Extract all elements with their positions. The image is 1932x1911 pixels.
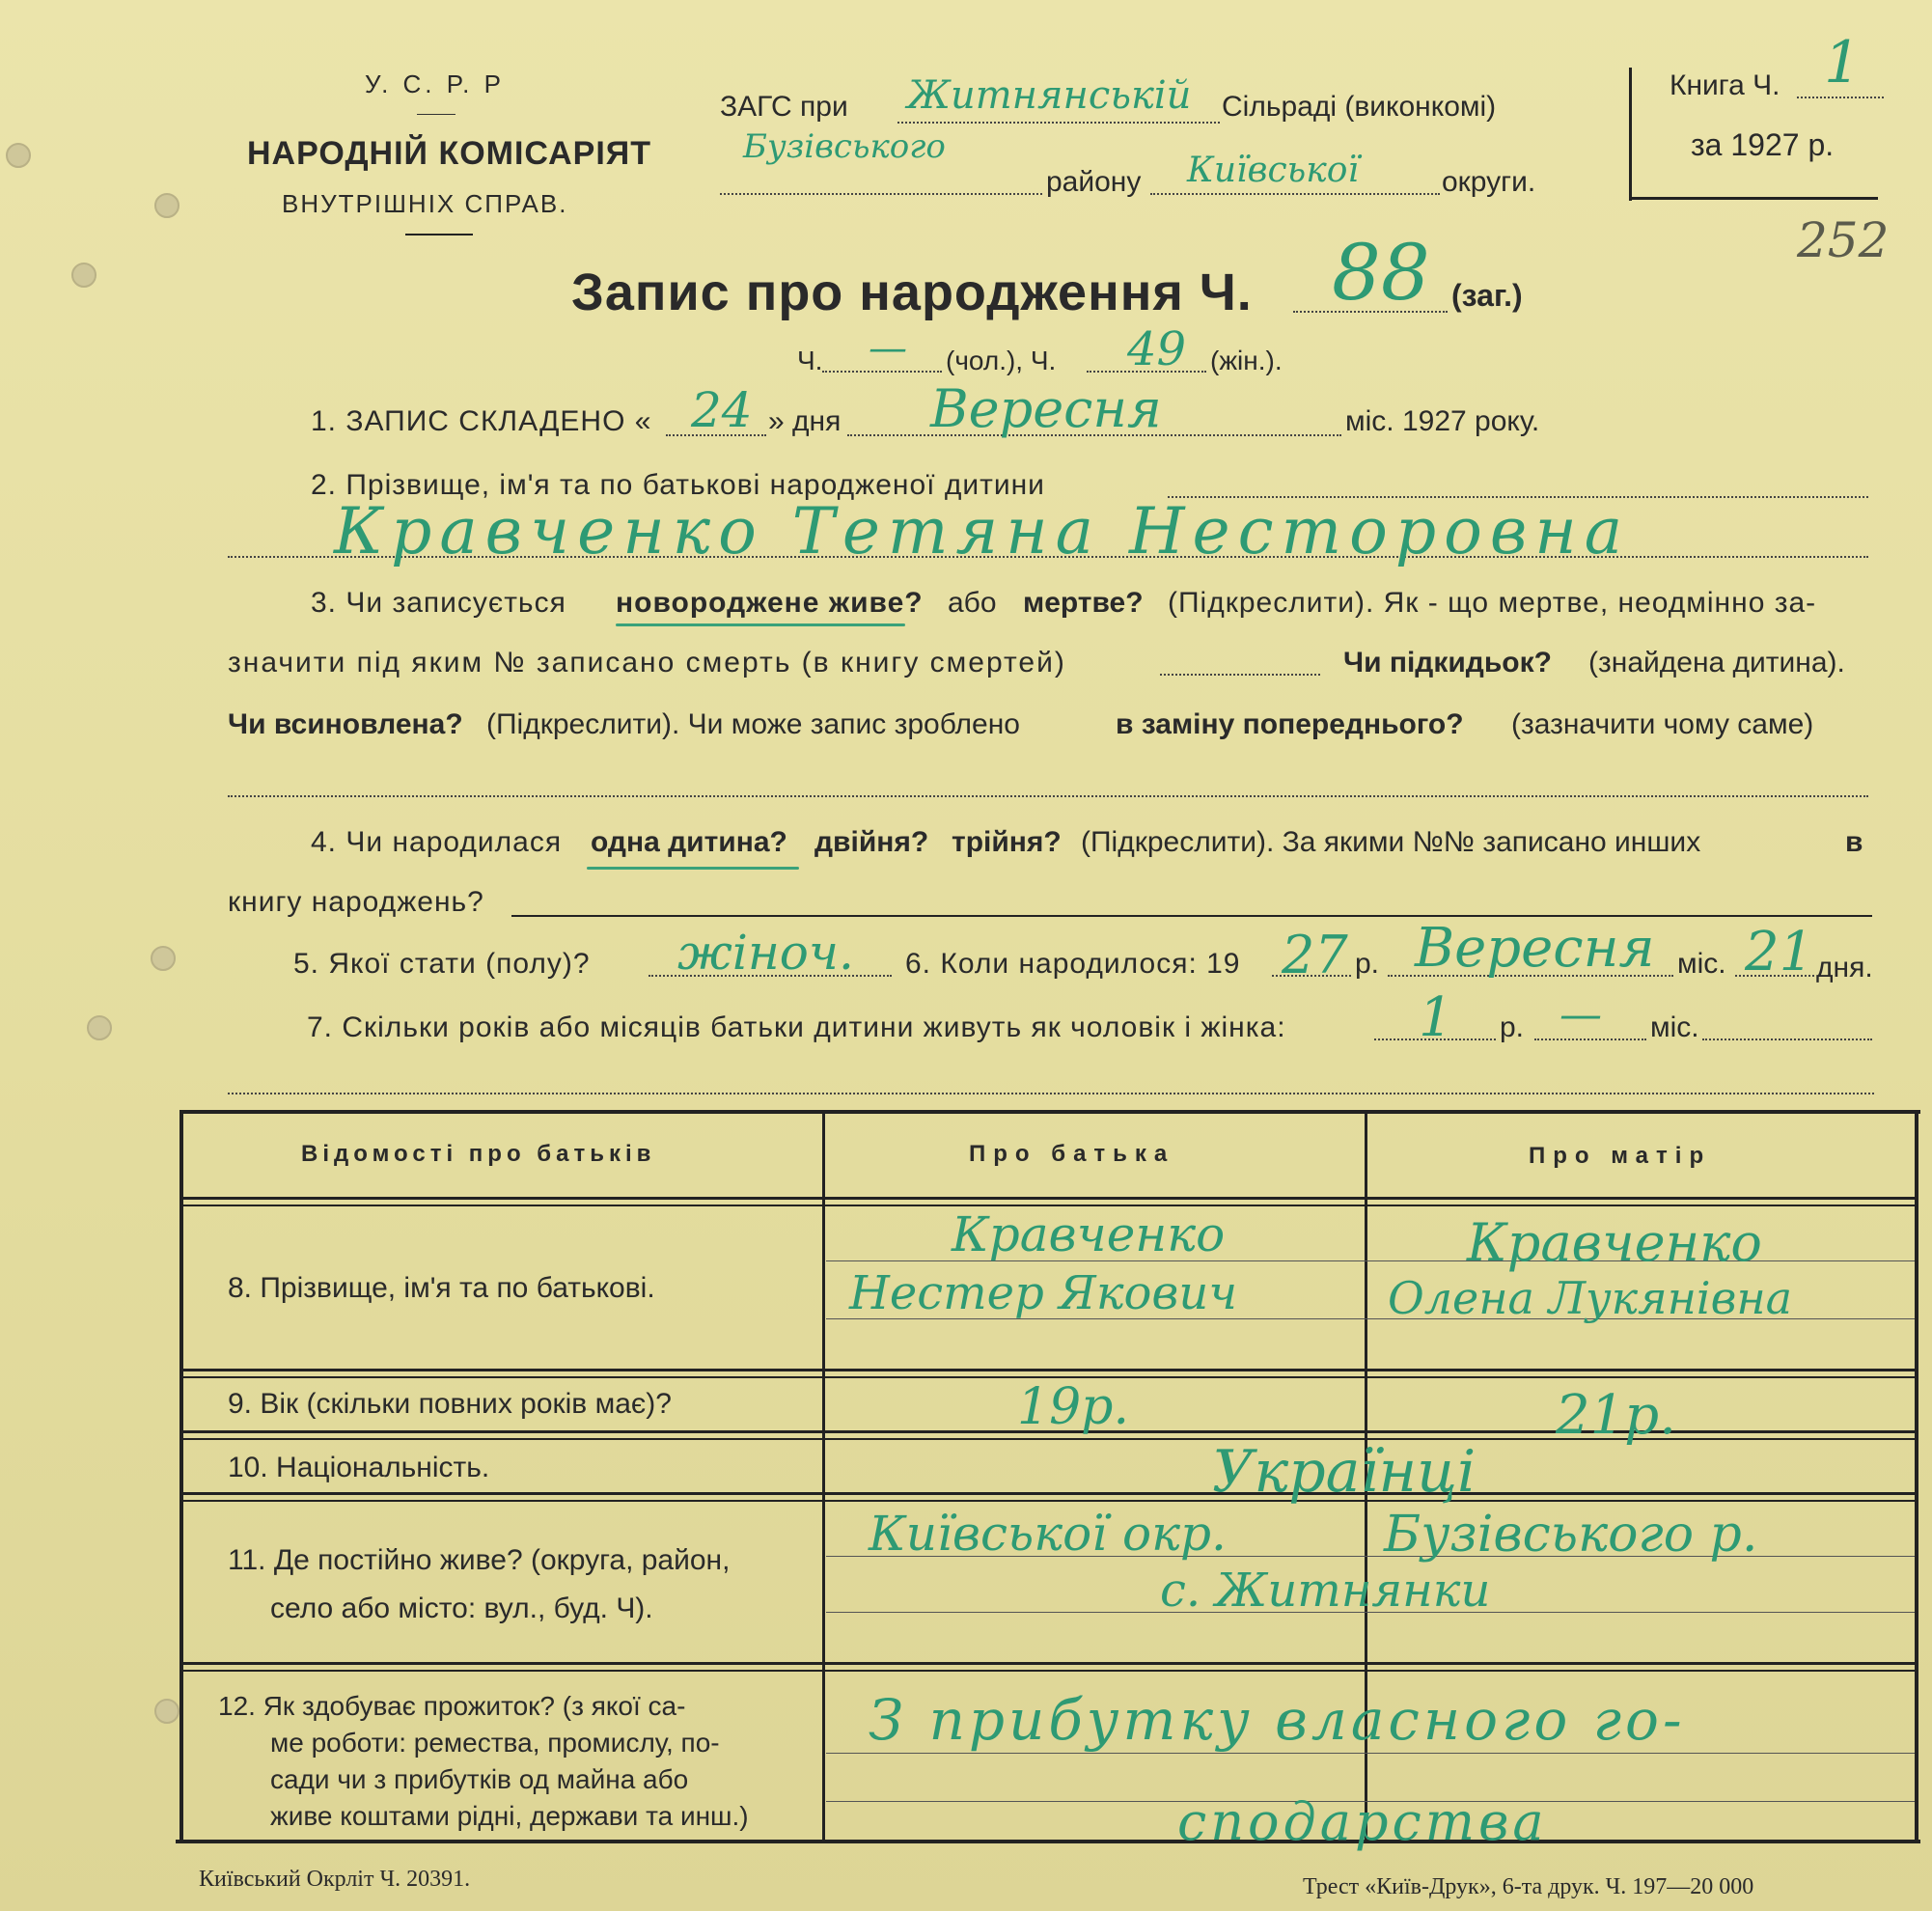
- header-ussr: У. С. Р. Р: [365, 69, 505, 98]
- field3-line3d: (зазначити чому саме): [1511, 708, 1814, 740]
- field7-months-hand: —: [1559, 990, 1602, 1039]
- field4-single: одна дитина?: [591, 826, 787, 858]
- answer-line: [511, 915, 1872, 917]
- field6-month-hand: Вересня: [1415, 917, 1655, 980]
- table-header-father: Про батька: [969, 1141, 1175, 1167]
- field7-mis: міс.: [1650, 1011, 1699, 1043]
- male-label: (чол.), Ч.: [946, 346, 1057, 375]
- field6-r: р.: [1355, 948, 1380, 980]
- field6-year-hand: 27: [1282, 925, 1348, 985]
- dotted-line: [1702, 1039, 1872, 1040]
- table-divider: [179, 1369, 1917, 1371]
- underline-mark: [587, 867, 799, 870]
- field3-line3b: (Підкреслити). Чи може запис зроблено: [486, 708, 1020, 740]
- table-border: [1915, 1110, 1918, 1840]
- row11-father-okruha: Київської окр.: [869, 1506, 1227, 1562]
- field1-mid: » дня: [768, 405, 842, 437]
- punch-hole: [71, 263, 97, 288]
- dotted-line: [822, 371, 942, 373]
- field2-label: 2. Прізвище, ім'я та по батькові народженої дитини: [311, 469, 1045, 501]
- field7-years-hand: 1: [1419, 986, 1453, 1049]
- field6-label: 6. Коли народилося: 19: [905, 948, 1241, 980]
- rayon-hand: Бузівського: [743, 127, 946, 166]
- row12-livelihood-2: сподарства: [1177, 1791, 1548, 1852]
- row11-label-1: 11. Де постійно живе? (округа, район,: [228, 1544, 731, 1576]
- field3-alive: новороджене живе?: [616, 587, 924, 619]
- field4-a: 4. Чи народилася: [311, 826, 563, 858]
- table-border: [179, 1110, 183, 1840]
- field1-prefix: 1. ЗАПИС СКЛАДЕНО «: [311, 405, 652, 437]
- okruha-hand: Київської: [1187, 151, 1359, 190]
- row10-label: 10. Національність.: [228, 1452, 490, 1483]
- table-divider: [179, 1500, 1917, 1502]
- row11-label-2: село або місто: вул., буд. Ч).: [270, 1592, 653, 1624]
- row12-label-3: сади чи з прибутків од майна або: [270, 1764, 689, 1794]
- field7-r: р.: [1500, 1011, 1525, 1043]
- row8-mother-surname: Кравченко: [1467, 1212, 1762, 1273]
- footer-right: Трест «Київ-Друк», 6-та друк. Ч. 197—20 000: [1303, 1874, 1754, 1899]
- row9-father-age: 19р.: [1017, 1378, 1129, 1436]
- divider: [417, 114, 455, 115]
- divider: [405, 234, 473, 235]
- field3-c: або: [948, 587, 997, 619]
- row11-father-village: с. Житнянки: [1160, 1564, 1491, 1618]
- rayon-label: району: [1046, 166, 1142, 198]
- field3-a: 3. Чи записується: [311, 587, 566, 619]
- table-header-mother: Про матір: [1529, 1143, 1712, 1169]
- zags-prefix: ЗАГС при: [720, 91, 848, 123]
- corner-number: 252: [1797, 212, 1890, 268]
- female-label: (жін.).: [1210, 346, 1283, 375]
- row12-label-4: живе коштами рідні, держави та инш.): [270, 1801, 749, 1831]
- header-org: НАРОДНІЙ КОМІСАРІЯТ: [247, 135, 651, 172]
- okruha-label: округи.: [1442, 166, 1536, 198]
- table-divider: [179, 1662, 1917, 1665]
- footer-left: Київський Окрліт Ч. 20391.: [199, 1867, 471, 1892]
- field4-line2: книгу народжень?: [228, 886, 484, 918]
- table-border: [176, 1840, 1920, 1843]
- row10-nationality: Українці: [1212, 1438, 1477, 1506]
- row9-label: 9. Вік (скільки повних років має)?: [228, 1388, 672, 1420]
- field3-replacement: в заміну попереднього?: [1116, 708, 1464, 740]
- row8-father-surname: Кравченко: [952, 1206, 1226, 1262]
- table-header-info: Відомості про батьків: [301, 1141, 656, 1167]
- field3-adopted: Чи всиновлена?: [228, 708, 463, 740]
- field4-e: (Підкреслити). За якими №№ записано инших: [1081, 826, 1701, 858]
- field6-dnia: дня.: [1816, 952, 1873, 983]
- field1-month-hand: Вересня: [930, 378, 1162, 439]
- field4-triplets: трійня?: [952, 826, 1062, 858]
- field3-e: (Підкреслити). Як - що мертве, неодмінно за-: [1168, 587, 1817, 619]
- book-box-border: [1629, 197, 1878, 200]
- row8-father-name: Нестер Якович: [849, 1266, 1238, 1320]
- field1-suffix: міс. 1927 року.: [1345, 405, 1540, 437]
- table-inner-line: [826, 1753, 1915, 1754]
- field7-label: 7. Скільки років або місяців батьки дитини живуть як чоловік і жінка:: [307, 1011, 1286, 1043]
- zags-suffix: Сільраді (виконкомі): [1222, 91, 1497, 123]
- row12-livelihood-1: З прибутку власного го-: [869, 1687, 1686, 1753]
- dotted-line: [1150, 193, 1440, 195]
- record-title: Запис про народження Ч.: [571, 263, 1253, 321]
- field6-day-hand: 21: [1745, 921, 1814, 983]
- field3-line2a: значити під яким № записано смерть (в книгу смертей): [228, 647, 1066, 679]
- field1-day-hand: 24: [691, 382, 753, 438]
- header-sub: ВНУТРІШНІХ СПРАВ.: [282, 189, 568, 218]
- female-hand: 49: [1127, 322, 1187, 376]
- male-hand: —: [869, 326, 907, 371]
- field4-f: в: [1845, 826, 1863, 858]
- dotted-line: [228, 795, 1868, 797]
- dotted-line: [720, 193, 1042, 195]
- field5-label: 5. Якої стати (полу)?: [293, 948, 591, 980]
- book-hand: 1: [1824, 29, 1862, 97]
- record-number-hand: 88: [1332, 228, 1430, 318]
- punch-hole: [154, 193, 179, 218]
- row8-mother-name: Олена Лукянівна: [1388, 1272, 1793, 1324]
- field3-dead: мертве?: [1023, 587, 1144, 619]
- punch-hole: [6, 143, 31, 168]
- row8-label: 8. Прізвище, ім'я та по батькові.: [228, 1272, 655, 1304]
- table-border: [179, 1110, 1920, 1114]
- underline-mark: [616, 623, 905, 626]
- row11-mother-rayon: Бузівського р.: [1384, 1506, 1758, 1564]
- dotted-line: [897, 122, 1220, 124]
- field6-mis: міс.: [1677, 948, 1726, 980]
- record-suffix: (заг.): [1451, 278, 1523, 313]
- book-label: Книга Ч.: [1670, 69, 1780, 101]
- dotted-line: [228, 1093, 1874, 1094]
- field5-hand: жіноч.: [677, 925, 854, 981]
- punch-hole: [87, 1015, 112, 1040]
- row12-label-1: 12. Як здобуває прожиток? (з якої са-: [218, 1691, 686, 1721]
- row12-label-2: ме роботи: ремества, промислу, по-: [270, 1728, 720, 1758]
- child-name-hand: Кравченко Тетяна Несторовна: [334, 494, 1631, 568]
- table-divider: [179, 1670, 1917, 1672]
- zags-hand: Житнянській: [907, 73, 1192, 118]
- row9-mother-age: 21р.: [1556, 1384, 1676, 1447]
- dotted-line: [1797, 97, 1884, 98]
- punch-hole: [154, 1699, 179, 1724]
- punch-hole: [151, 946, 176, 971]
- table-divider: [179, 1492, 1917, 1495]
- field3-line2c: (знайдена дитина).: [1588, 647, 1845, 679]
- table-divider: [822, 1110, 825, 1840]
- ch-prefix: Ч.: [797, 346, 823, 375]
- book-year: за 1927 р.: [1691, 127, 1835, 162]
- field3-foundling: Чи підкидьок?: [1343, 647, 1552, 679]
- table-divider: [179, 1197, 1917, 1200]
- book-box-border: [1629, 68, 1632, 201]
- field4-twins: двійня?: [814, 826, 929, 858]
- dotted-line: [1160, 674, 1320, 676]
